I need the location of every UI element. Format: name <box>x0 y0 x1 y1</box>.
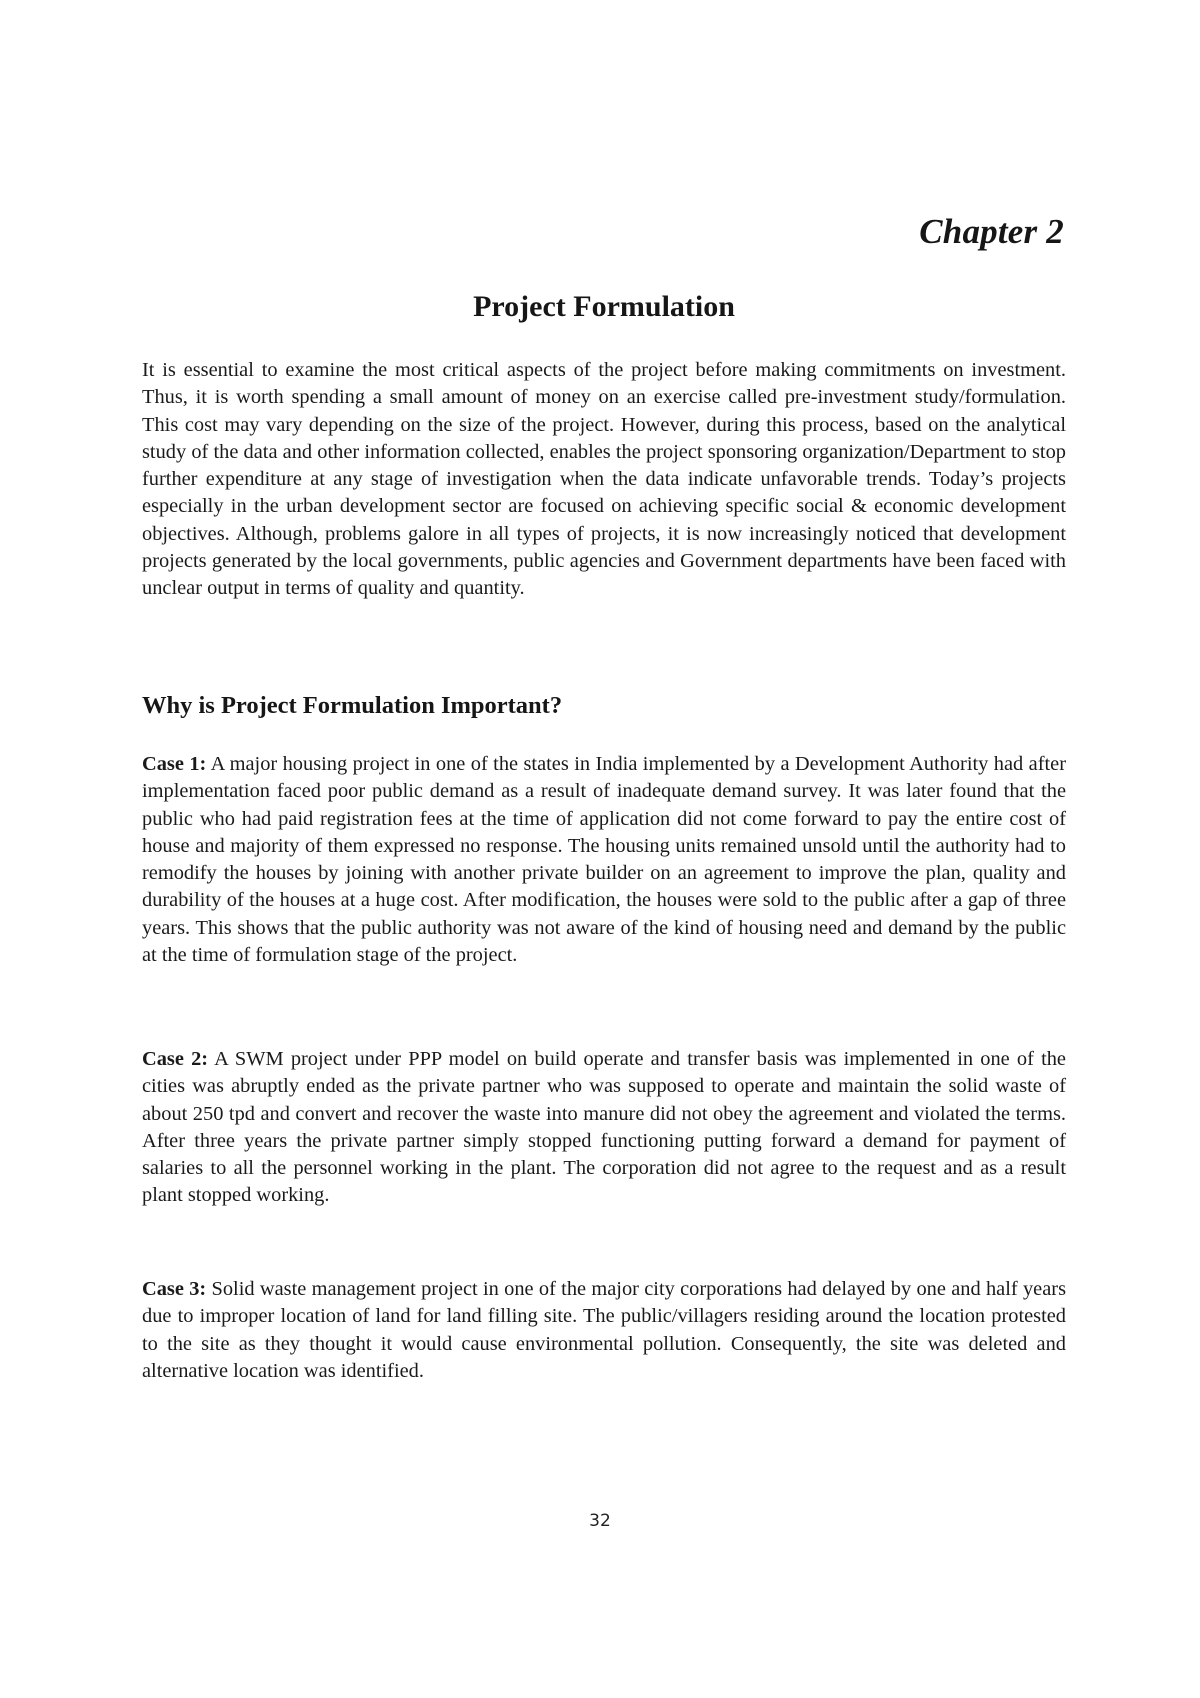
page-number: 32 <box>589 1511 611 1531</box>
case-3-paragraph <box>142 1276 1066 1385</box>
case-2-paragraph <box>142 1046 1066 1210</box>
section-heading: Why is Project Formulation Important? <box>142 692 563 719</box>
case-1-text: A major housing project in one of the states in India implemented by a Development Authority had after implementation faced poor public demand as a result of inadequate demand survey. It was later found that the public who had paid registration fees at the time of application did not come forward to pay the entire cost of house and majority of them expressed no response. The housing units remained unsold until the authority had to remodify the houses by joining with another private builder on an agreement to improve the plan, quality and durability of the houses at a huge cost. After modification, the houses were sold to the public after a gap of three years. This shows that the public authority was not aware of the kind of housing need and demand by the public at the time of formulation stage of the project. <box>142 753 1066 967</box>
case-3-text: Solid waste management project in one of the major city corporations had delayed by one and half years due to improper location of land for land filling site. The public/villagers residing around the location protested to the site as they thought it would cause environmental pollution. Consequently, the site was deleted and alternative location was identified. <box>142 1278 1066 1382</box>
page-title: Project Formulation <box>473 290 735 323</box>
case-2-label: Case 2: <box>142 1048 209 1070</box>
case-2-text: A SWM project under PPP model on build operate and transfer basis was implemented in one of the cities was abruptly ended as the private partner who was supposed to operate and maintain the solid waste of about 250 tpd and convert and recover the waste into manure did not obey the agreement and violated the terms. After three years the private partner simply stopped functioning putting forward a demand for payment of salaries to all the personnel working in the plant. The corporation did not agree to the request and as a result plant stopped working. <box>142 1048 1066 1207</box>
chapter-label: Chapter 2 <box>919 212 1064 251</box>
case-1-paragraph <box>142 751 1066 969</box>
case-3-label: Case 3: <box>142 1278 207 1300</box>
intro-paragraph: It is essential to examine the most critical aspects of the project before making commitments on investment. Thus, it is worth spending a small amount of money on an exercise called pre-investment study/formulation. This cost may vary depending on the size of the project. However, during this process, based on the analytical study of the data and other information collected, enables the project sponsoring organization/Department to stop further expenditure at any stage of investigation when the data indicate unfavorable trends. Today’s projects especially in the urban development sector are focused on achieving specific social & economic development objectives. Although, problems galore in all types of projects, it is now increasingly noticed that development projects generated by the local governments, public agencies and Government departments have been faced with unclear output in terms of quality and quantity. <box>142 359 1066 600</box>
case-1-label: Case 1: <box>142 753 207 775</box>
